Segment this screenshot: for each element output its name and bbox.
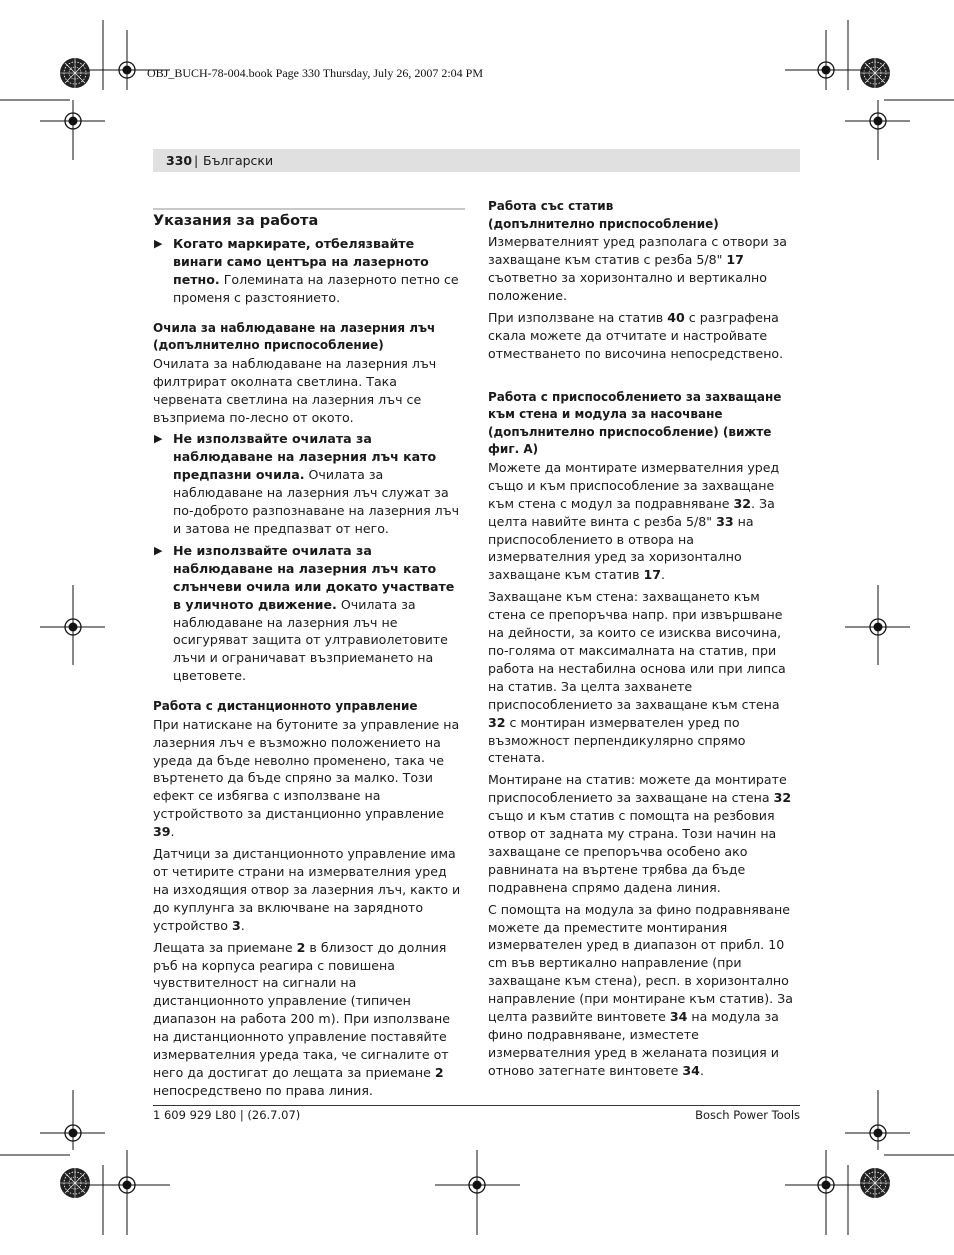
- bullet-arrow-icon: ▶: [154, 237, 163, 250]
- subheading: (допълнително приспособление): [488, 216, 719, 231]
- bullet-item: [153, 542, 465, 685]
- bullet-arrow-icon: ▶: [154, 543, 163, 557]
- header-separator: |: [194, 153, 199, 168]
- subheading: Работа със статив: [488, 199, 614, 213]
- paragraph: При използване на статив 40 с разграфена скала можете да отчитате и настройвате отместването по височина непосредствено.: [488, 309, 784, 361]
- page-number: 330: [166, 153, 193, 168]
- left-column: [153, 208, 465, 1104]
- right-column: [488, 198, 800, 1084]
- bullet-bold-text: Не използвайте очилата за наблюдаване на лазерния лъч като предпазни очила.: [173, 431, 437, 483]
- bullet-bold-text: Не използвайте очилата за наблюдаване на лазерния лъч като слънчеви очила или докато участвате в уличното движение.: [173, 542, 455, 612]
- paragraph: Можете да монтирате измервателния уред също и към приспособление за захващане към стена с модул за подравняване 32. За целта навийте винта с резба 5/8" 33 на приспособлението в отвора на измервателния уред за хоризонтално захващане към статив 17.: [488, 459, 780, 583]
- print-info-line: OBJ_BUCH-78-004.book Page 330 Thursday, July 26, 2007 2:04 PM: [147, 66, 484, 80]
- paragraph: Очилата за наблюдаване на лазерния лъч филтрират околната светлина. Така червената светлина на лазерния лъч се възприема по-лесно от окото.: [153, 355, 437, 425]
- subheading: Работа с дистанционното управление: [153, 699, 418, 714]
- paragraph: Датчици за дистанционното управление има от четирите страни на измервателния уред на изходящия отвор за лазерния лъч, както и до куплунга за включване на зарядното устройство 3.: [153, 846, 461, 933]
- footer-doc-number: 1 609 929 L80 | (26.7.07): [153, 1108, 301, 1122]
- paragraph: Измервателният уред разполага с отвори за захващане към статив с резба 5/8" 17 съответно за хоризонтално и вертикално положение.: [488, 234, 788, 303]
- paragraph: Монтиране на статив: можете да монтирате приспособлението за захващане на стена 32 също и към статив с помощта на резбовия отвор от задната му страна. Този начин на захващане се препоръчва особено ако равнината на въртене трябва да бъде подравнена спрямо дадена линия.: [488, 772, 792, 895]
- bullet-item: [153, 235, 465, 307]
- paragraph: Лещата за приемане 2 в близост до долния ръб на корпуса реагира с повишена чувствителност на сигнали на дистанционното управление (типичен диапазон на работа 200 m). При използване на дистанционното управление поставяйте измервателния уреда така, че сигналите от него да достигат до лещата за приемане 2 непосредствено по права линия.: [153, 939, 450, 1098]
- page-header: [153, 149, 800, 172]
- bullet-bold-text: Когато маркирате, отбелязвайте винаги само центъра на лазерното петно.: [173, 236, 429, 287]
- subheading: Очила за наблюдаване на лазерния лъч: [153, 320, 436, 335]
- bullet-arrow-icon: ▶: [154, 432, 163, 446]
- header-language: Български: [203, 153, 274, 168]
- paragraph: При натискане на бутоните за управление на лазерния лъч е възможно положението на уреда да бъде неволно променено, така че въртенето да бъде спряно за малко. Този ефект се избягва с използване на устройството за дистанционно управление 39.: [153, 716, 460, 840]
- paragraph: Захващане към стена: захващането към стена се препоръчва напр. при извършване на дейности, за които се изисква височина, по-голяма от максималната на статив, при работа на нестабилна основа или при липса на статив. За целта захванете приспособлението за захващане към стена 32 с монтиран измервателен уред по възможност перпендикулярно спрямо стената.: [488, 589, 786, 766]
- bullet-text: Очилата за наблюдаване на лазерния лъч не осигуряват защита от ултравиолетовите лъчи и ограничават възприемането на цветовете.: [173, 596, 448, 684]
- footer-brand: Bosch Power Tools: [695, 1108, 800, 1122]
- footer-divider: [153, 1105, 800, 1106]
- subheading: Работа с приспособлението за захващане: [488, 389, 782, 404]
- bullet-text: Големината на лазерното петно се променя с разстоянието.: [173, 271, 459, 305]
- paragraph: С помощта на модула за фино подравняване можете да преместите монтирания измервателен уред в диапазон от прибл. 10 cm във вертикално направление (при захващане към стена), респ. в хоризонтално направление (при монтиране към статив). За целта развийте винтовете 34 на модула за фино подравняване, изместете измервателния уред в желаната позиция и отново затегнате винтовете 34.: [488, 901, 793, 1078]
- subheading: (допълнително приспособление): [153, 338, 384, 353]
- bullet-item: [153, 430, 465, 537]
- section-title: Указания за работа: [153, 208, 465, 229]
- subheading: към стена и модула за насочване (допълнително приспособление) (вижте фиг. A): [488, 407, 772, 457]
- bullet-text: Очилата за наблюдаване на лазерния лъч служат за по-доброто разпознаване на лазерния лъч и затова не предпазват от него.: [173, 467, 460, 536]
